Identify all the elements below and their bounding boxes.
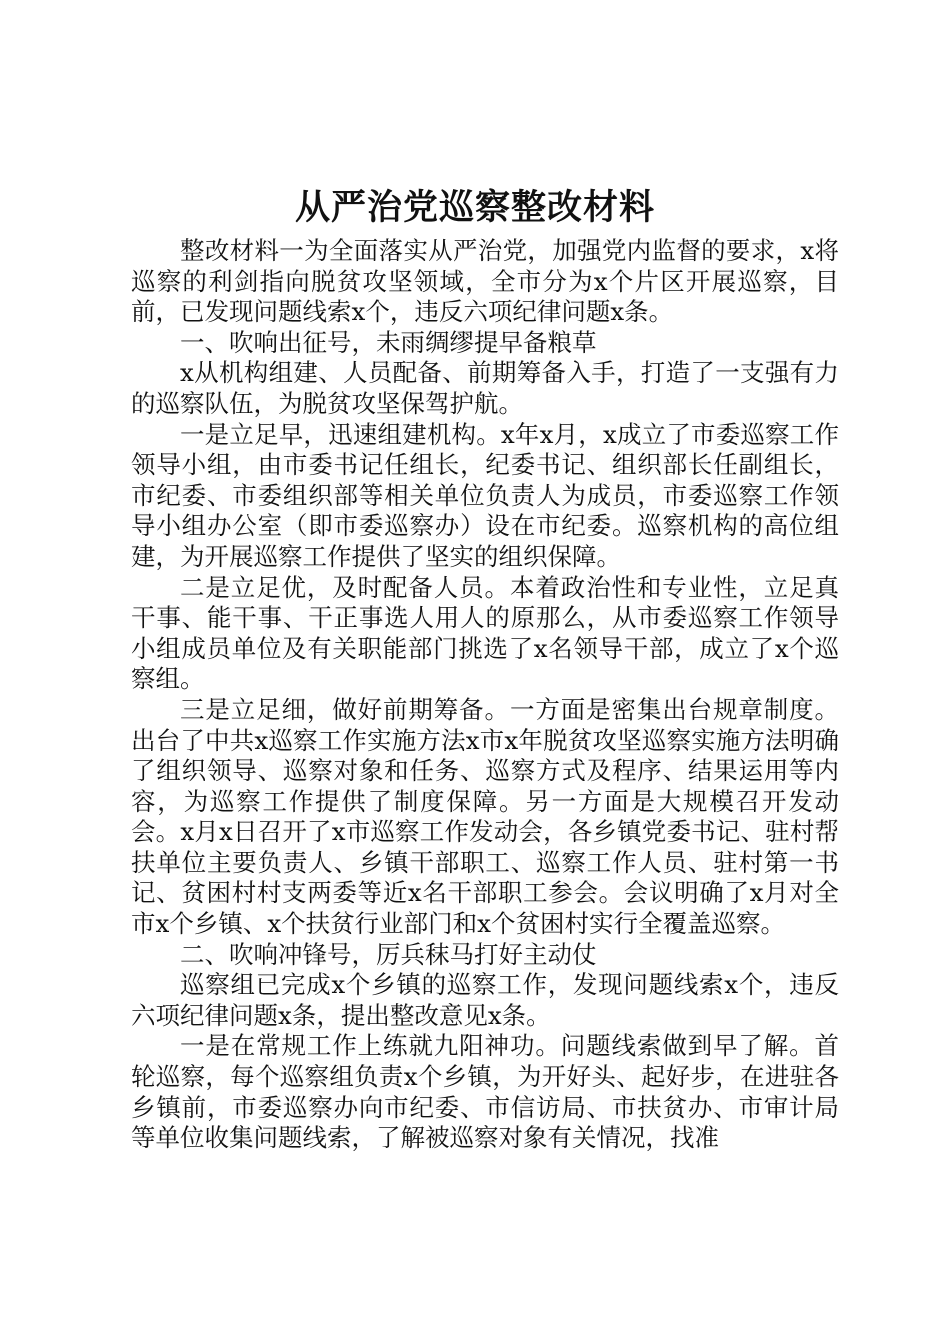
paragraph: 二是立足优，及时配备人员。本着政治性和专业性，立足真干事、能干事、干正事选人用人的原那么，从市委巡察工作领导小组成员单位及有关职能部门挑选了x名领导干部，成立了x个巡察组。	[131, 572, 839, 694]
section-heading-2: 二、吹响冲锋号，厉兵秣马打好主动仗	[180, 939, 597, 969]
section-heading-1: 一、吹响出征号，未雨绸缪提早备粮草	[180, 327, 597, 357]
paragraph: 一是在常规工作上练就九阳神功。问题线索做到早了解。首轮巡察，每个巡察组负责x个乡镇，为开好头、起好步，在进驻各乡镇前，市委巡察办向市纪委、市信访局、市扶贫办、市审计局等单位收集问题线索，了解被巡察对象有关情况，找准	[131, 1031, 839, 1153]
document-title: 从严治党巡察整改材料	[294, 187, 655, 228]
paragraph: 三是立足细，做好前期筹备。一方面是密集出台规章制度。出台了中共x巡察工作实施方法x市x年脱贫攻坚巡察实施方法明确了组织领导、巡察对象和任务、巡察方式及程序、结果运用等内容，为巡察工作提供了制度保障。另一方面是大规模召开发动会。x月x日召开了x市巡察工作发动会，各乡镇党委书记、驻村帮扶单位主要负责人、乡镇干部职工、巡察工作人员、驻村第一书记、贫困村村支两委等近x名干部职工参会。会议明确了x月对全市x个乡镇、x个扶贫行业部门和x个贫困村实行全覆盖巡察。	[131, 694, 839, 939]
paragraph-intro: 整改材料一为全面落实从严治党，加强党内监督的要求，x将巡察的利剑指向脱贫攻坚领域，全市分为x个片区开展巡察，目前，已发现问题线索x个，违反六项纪律问题x条。	[131, 236, 839, 327]
paragraph: 一是立足早，迅速组建机构。x年x月，x成立了市委巡察工作领导小组，由市委书记任组长，纪委书记、组织部长任副组长，市纪委、市委组织部等相关单位负责人为成员，市委巡察工作领导小组办公室（即市委巡察办）设在市纪委。巡察机构的高位组建，为开展巡察工作提供了坚实的组织保障。	[131, 419, 839, 571]
document-body	[131, 236, 839, 1154]
paragraph: 巡察组已完成x个乡镇的巡察工作，发现问题线索x个，违反六项纪律问题x条，提出整改意见x条。	[131, 970, 839, 1030]
paragraph: x从机构组建、人员配备、前期筹备入手，打造了一支强有力的巡察队伍，为脱贫攻坚保驾护航。	[131, 358, 839, 418]
